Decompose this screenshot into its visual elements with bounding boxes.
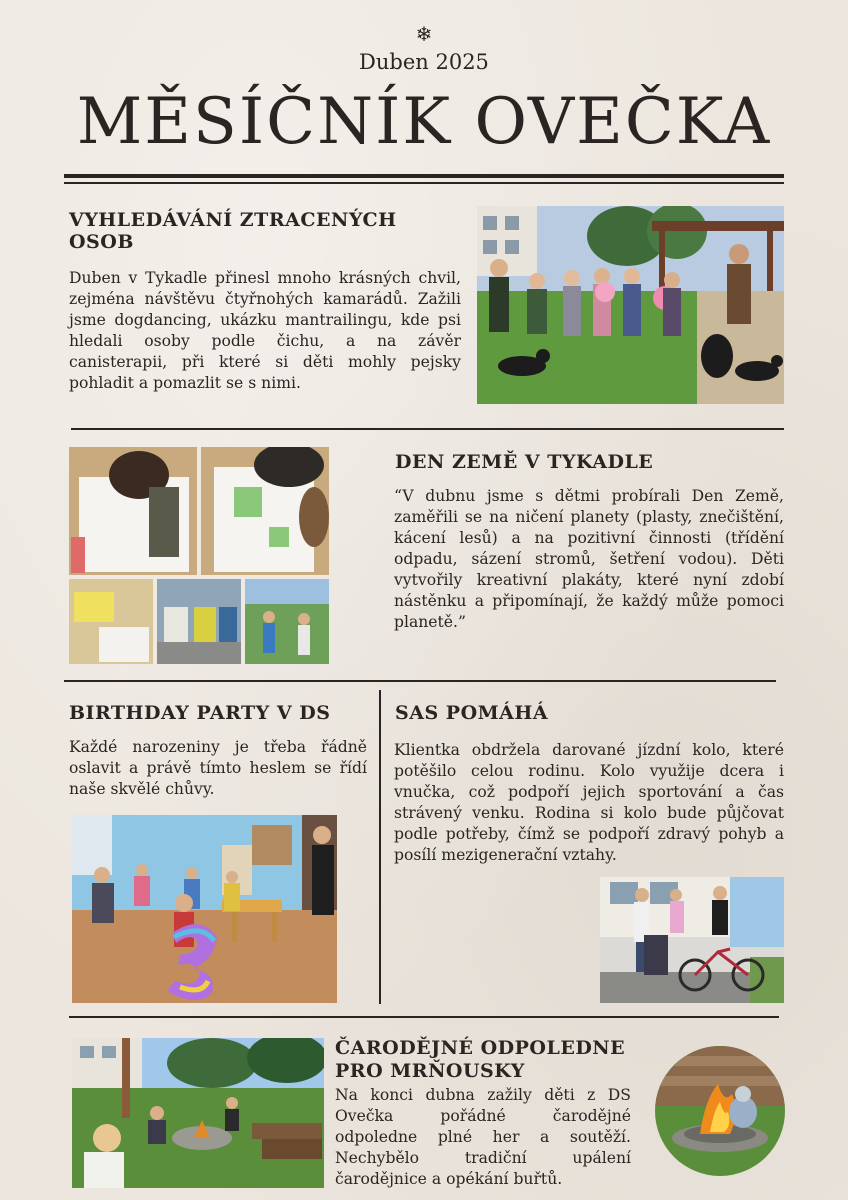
article-text-witch: Na konci dubna zažily děti z DS Ovečka pořádné čarodějné odpoledne plné her a soutěží. Nechybělo tradiční upálení čarodějnice a opékání buřtů. — [335, 1086, 631, 1188]
article-title-birthday: BIRTHDAY PARTY V DS — [69, 702, 331, 724]
section-divider-2 — [64, 680, 776, 682]
article-title-witch-line2: PRO MRŇOUSKY — [335, 1060, 525, 1082]
section-divider-3 — [69, 1016, 779, 1018]
section-divider-1 — [71, 428, 784, 430]
issue-date: Duben 2025 — [359, 50, 489, 74]
photo-earth-day-collage — [69, 447, 329, 664]
article-text-birthday: Každé narozeniny je třeba řádně oslavit a právě tímto heslem se řídí naše skvělé chůvy. — [69, 738, 367, 798]
article-title-earth: DEN ZEMĚ V TYKADLE — [395, 451, 654, 473]
photo-donated-bike — [600, 877, 784, 1003]
article-title-witch-line1: ČARODĚJNÉ ODPOLEDNE — [335, 1037, 626, 1059]
column-divider — [379, 690, 381, 1004]
page-title: MĚSÍČNÍK OVEČKA — [76, 85, 772, 159]
article-title-sas: SAS POMÁHÁ — [395, 702, 549, 724]
photo-witch-bonfire — [655, 1046, 785, 1176]
article-title-dogs: VYHLEDÁVÁNÍ ZTRACENÝCH OSOB — [69, 209, 397, 253]
snowflake-icon: ❄ — [415, 22, 433, 46]
header-rule-top — [64, 174, 784, 178]
article-text-sas: Klientka obdržela darované jízdní kolo, které potěšilo celou rodinu. Kolo využije dcera i vnučka, což podpoří jejich sportování a čas strávený venku. Rodina si kolo bude půjčovat podle potřeby, čímž se podpoří zdravý pohyb a posílí mezigenerační vztahy. — [394, 741, 784, 864]
photo-dogs-visit — [477, 206, 784, 404]
photo-birthday-party — [72, 815, 337, 1003]
article-text-earth: “V dubnu jsme s dětmi probírali Den Země, zaměřili se na ničení planety (plasty, znečištění, kácení lesů) a na pozitivní činnosti (třídění odpadu, sázení stromů, šetření vodou). Děti vytvořily kreativní plakáty, které nyní zdobí nástěnku a připomínají, že každý může pomoci planetě.” — [394, 487, 784, 631]
photo-witch-afternoon — [72, 1038, 324, 1188]
header-rule-bottom — [64, 182, 784, 184]
article-text-dogs: Duben v Tykadle přinesl mnoho krásných chvil, zejména návštěvu čtyřnohých kamarádů. Zažili jsme dogdancing, ukázku mantrailingu, kde psi hledali osoby podle čichu, a na závěr canisterapii, při které si děti mohly pejsky pohladit a pomazlit se s nimi. — [69, 269, 461, 392]
